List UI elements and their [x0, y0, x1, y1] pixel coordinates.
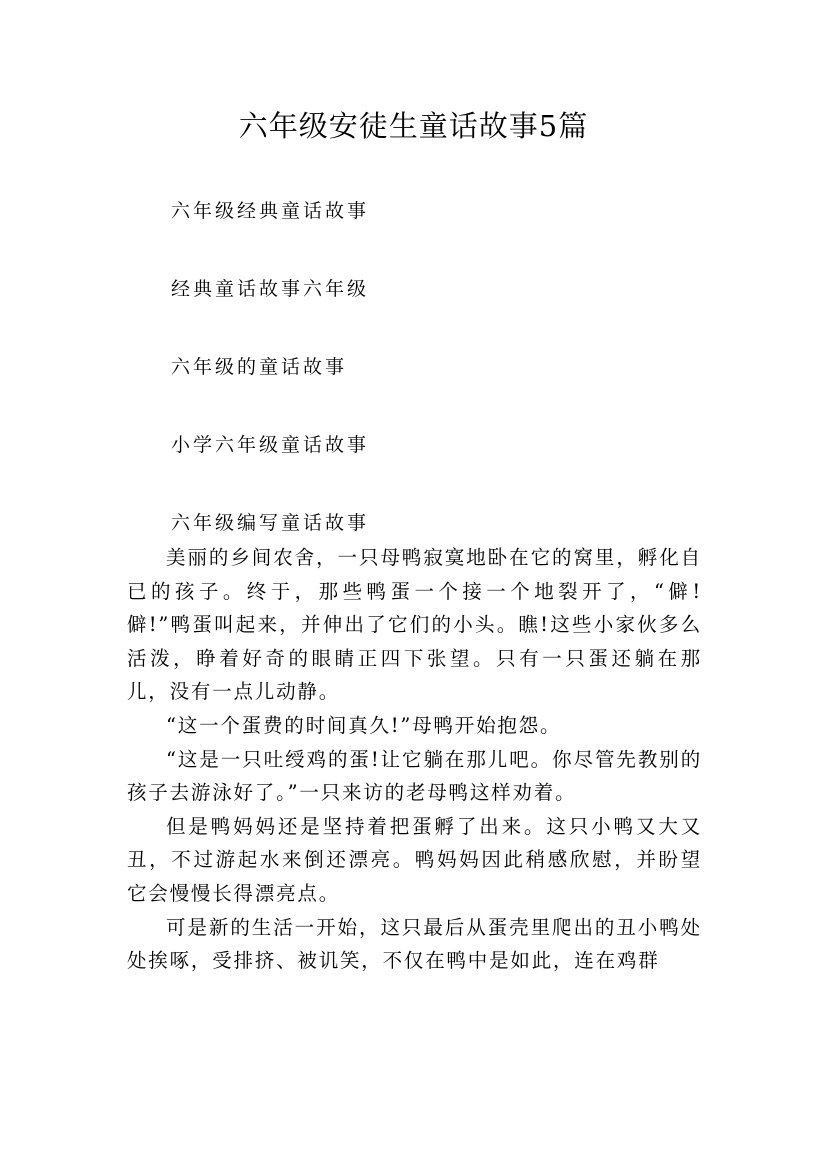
- paragraph: “这一个蛋费的时间真久!”母鸭开始抱怨。: [166, 713, 562, 737]
- story-list: [171, 196, 369, 586]
- paragraph: “这是一只吐绶鸡的蛋!让它躺在那儿吧。你尽管先教别的孩子去游泳好了。”一只来访的老母鸭这样劝着。: [127, 747, 702, 805]
- paragraph: 但是鸭妈妈还是坚持着把蛋孵了出来。这只小鸭又大又丑，不过游起水来倒还漂亮。鸭妈妈因此稍感欣慰，并盼望它会慢慢长得漂亮点。: [127, 814, 702, 905]
- story-list-item: 经典童话故事六年级: [171, 278, 370, 300]
- story-list-item: 六年级经典童话故事: [171, 200, 370, 222]
- paragraph: 可是新的生活一开始，这只最后从蛋壳里爬出的丑小鸭处处挨啄，受排挤、被讥笑，不仅在鸭中是如此，连在鸡群: [127, 915, 702, 973]
- story-body: [127, 541, 702, 978]
- story-list-item: 六年级的童话故事: [171, 356, 348, 378]
- document-title: 六年级安徒生童话故事5篇: [238, 109, 589, 143]
- story-list-item: 六年级编写童话故事: [171, 512, 370, 534]
- paragraph: 美丽的乡间农舍，一只母鸭寂寞地卧在它的窝里，孵化自已的孩子。终于，那些鸭蛋一个接一个地裂开了，“僻!僻!”鸭蛋叫起来，并伸出了它们的小头。瞧!这些小家伙多么活泼，睁着好奇的眼睛正四下张望。只有一只蛋还躺在那儿，没有一点儿动静。: [127, 546, 702, 704]
- story-list-item: 小学六年级童话故事: [171, 434, 370, 456]
